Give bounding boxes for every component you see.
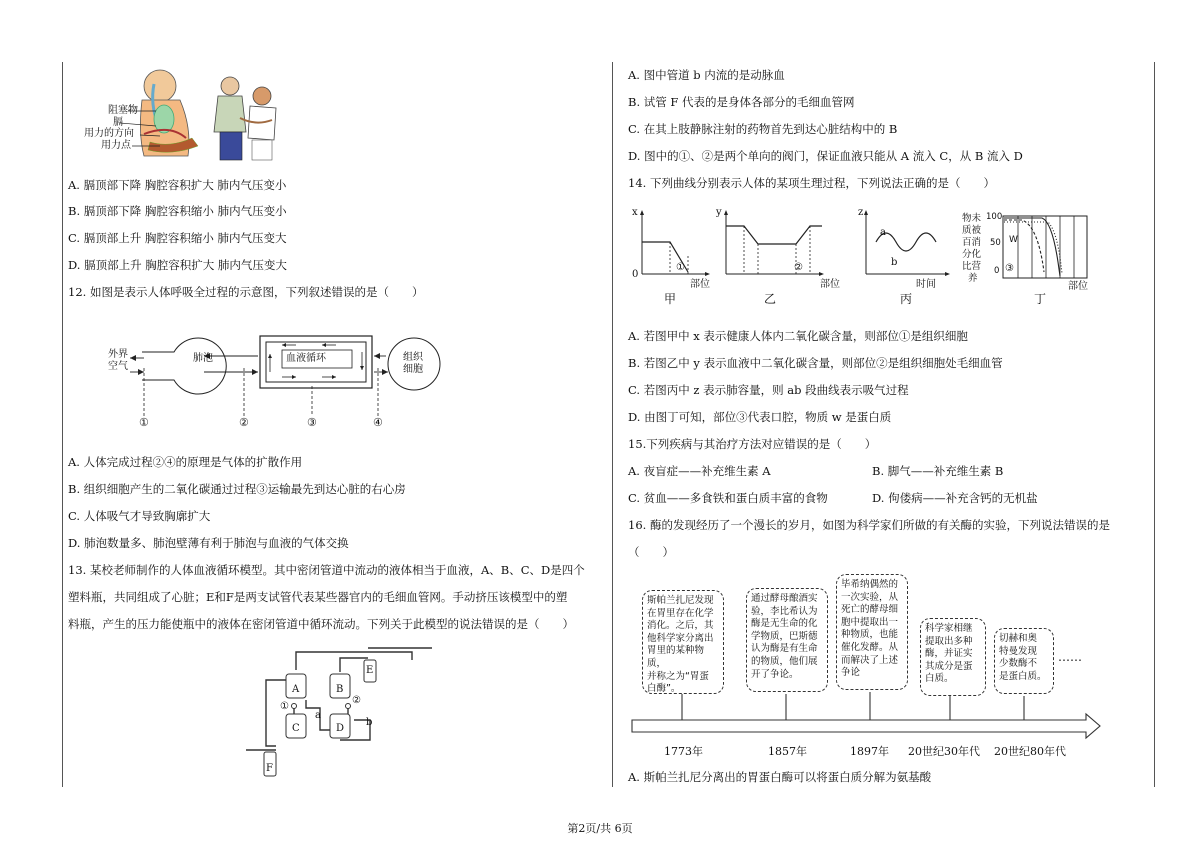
chart-ding-tick-50: 50 [990,238,1001,248]
q13-option-a: A. 图中管道 b 内流的是动脉血 [628,68,785,82]
q13-stem-line-1: 13. 某校老师制作的人体血液循环模型。其中密闭管道中流动的液体相当于血液，A、B、C、D是四个 [68,563,585,577]
q11-option-a: A. 膈顶部下降 胸腔容积扩大 肺内气压变小 [68,178,287,192]
timeline-year-1897: 1897年 [850,745,889,758]
q11-option-d: D. 膈顶部上升 胸腔容积扩大 肺内气压变大 [68,258,287,272]
q16-option-a: A. 斯帕兰扎尼分离出的胃蛋白酶可以将蛋白质分解为氨基酸 [628,770,932,784]
heimlich-label-diaphragm: 膈 [113,117,123,128]
chart-ding-ylabel-6: 养 [968,273,978,284]
outside-air-label-1: 外界 [108,349,128,360]
enzyme-box-1897: 毕希纳偶然的 一次实验，从 死亡的酵母细 胞中提取出一 种物质，也能 催化发酵。从 而解决了上述 争论 [836,574,908,690]
q11-option-b: B. 膈顶部下降 胸腔容积缩小 肺内气压变小 [68,204,287,218]
q13-option-c: C. 在其上肢静脉注射的药物首先到达心脏结构中的 B [628,122,898,136]
chart-bing-b: b [891,257,898,268]
alveoli-label: 肺泡 [193,353,213,364]
chart-jia-x-label: 部位 [690,279,710,290]
q12-stem: 12. 如图是表示人体呼吸全过程的示意图，下列叙述错误的是（ ） [68,285,424,299]
chart-yi-caption: 乙 [764,292,777,306]
marker-4: ④ [373,416,383,429]
q13-stem-line-3: 料瓶，产生的压力能使瓶中的液体在密闭管道中循环流动。下列关于此模型的说法错误的是（ ） [68,617,574,631]
q13-option-b: B. 试管 F 代表的是身体各部分的毛细血管网 [628,95,855,109]
q15-option-c: C. 贫血——多食铁和蛋白质丰富的食物 [628,491,828,505]
q12-option-d: D. 肺泡数量多、肺泡壁薄有利于肺泡与血液的气体交换 [68,536,349,550]
chart-jia-y-label: x [632,207,638,218]
q15-option-d: D. 佝偻病——补充含钙的无机盐 [872,491,1038,505]
enzyme-timeline-arrow [630,690,1102,740]
chart-ding-caption: 丁 [1034,292,1047,306]
q16-stem-line-2: （ ） [628,545,674,559]
chart-yi-x-label: 部位 [820,279,840,290]
q15-stem: 15.下列疾病与其治疗方法对应错误的是（ ） [628,437,877,451]
model-label-tube-a: a [315,710,321,721]
q14-option-b: B. 若图乙中 y 表示血液中二氧化碳含量，则部位②是组织细胞处毛细血管 [628,356,1003,370]
q14-option-c: C. 若图丙中 z 表示肺容量，则 ab 段曲线表示吸气过程 [628,383,909,397]
timeline-year-1773: 1773年 [664,745,703,758]
q15-option-a: A. 夜盲症——补充维生素 A [628,464,771,478]
q14-option-d: D. 由图丁可知，部位③代表口腔，物质 w 是蛋白质 [628,410,892,424]
timeline-ellipsis: …… [1058,650,1082,664]
model-label-b: B [336,684,344,695]
outside-air-label-2: 空气 [108,361,128,372]
enzyme-box-1980s: 切赫和奥 特曼发现 少数酶不 是蛋白质。 [994,628,1054,694]
q14-chart-ding [1002,212,1088,282]
q11-option-c: C. 膈顶部上升 胸腔容积缩小 肺内气压变大 [68,231,287,245]
q13-option-d: D. 图中的①、②是两个单向的阀门，保证血液只能从 A 流入 C，从 B 流入 D [628,149,1023,163]
chart-jia-caption: 甲 [664,292,677,306]
model-label-valve-2: ② [352,695,361,706]
tissue-cell-label-2: 细胞 [403,364,423,375]
model-label-e: E [366,665,374,676]
q12-option-c: C. 人体吸气才导致胸廓扩大 [68,509,211,523]
timeline-year-1930s: 20世纪30年代 [908,745,980,758]
chart-bing-caption: 丙 [900,292,913,306]
chart-ding-ylabel-4: 分化 [962,249,982,260]
chart-yi-y-label: y [716,207,722,218]
enzyme-box-1773: 斯帕兰扎尼发现 在胃里存在化学 消化。之后，其 他科学家分离出 胃里的某种物质， 并称之为“胃蛋 白酶”。 [642,590,724,694]
q14-chart-bing [854,206,950,282]
respiration-diagram [96,328,476,430]
model-label-f: F [266,763,273,774]
heimlich-label-force-direction: 用力的方向 [84,128,134,139]
q14-chart-jia [630,206,710,282]
chart-ding-ylabel-5: 比营 [962,261,982,272]
chart-bing-x-label: 时间 [916,279,936,290]
left-margin-line [62,62,63,787]
chart-ding-ylabel-3: 百消 [962,237,982,248]
q14-stem: 14. 下列曲线分别表示人体的某项生理过程，下列说法正确的是（ ） [628,176,995,190]
q14-chart-yi [714,206,824,282]
enzyme-box-1857: 通过酵母酿酒实 验，李比希认为 酶是无生命的化 学物质，巴斯德 认为酶是有生命 的物质，他们展 开了争论。 [746,588,828,692]
q12-option-a: A. 人体完成过程②④的原理是气体的扩散作用 [68,455,303,469]
circulation-model-diagram [236,640,436,780]
marker-2: ② [239,416,249,429]
q16-stem-line-1: 16. 酶的发现经历了一个漫长的岁月，如图为科学家们所做的有关酶的实验，下列说法错误的是 [628,518,1110,532]
chart-ding-x-label: 部位 [1068,281,1088,292]
q15-option-b: B. 脚气——补充维生素 B [872,464,1004,478]
blood-circulation-label: 血液循环 [286,353,326,364]
chart-ding-tick-100: 100 [986,212,1003,222]
timeline-year-1857: 1857年 [768,745,807,758]
q13-stem-line-2: 塑料瓶，共同组成了心脏；E和F是两支试管代表某些器官内的毛细血管网。手动挤压该模型中的塑 [68,590,568,604]
chart-ding-w: W [1009,235,1018,245]
model-label-tube-b: b [366,717,373,728]
heimlich-label-blockage: 阻塞物 [108,105,138,116]
right-margin-line [1154,62,1155,787]
chart-jia-marker: ① [676,262,685,273]
chart-ding-marker: ③ [1005,263,1014,274]
timeline-year-1980s: 20世纪80年代 [994,745,1066,758]
chart-ding-tick-0: 0 [994,266,1000,276]
enzyme-box-1930s: 科学家相继 提取出多种 酶，并证实 其成分是蛋 白质。 [920,618,986,696]
chart-ding-ylabel-1: 物未 [962,213,982,224]
heimlich-label-force-point: 用力点 [101,140,131,151]
marker-3: ③ [307,416,317,429]
marker-1: ① [139,416,149,429]
q14-option-a: A. 若图甲中 x 表示健康人体内二氧化碳含量，则部位①是组织细胞 [628,329,968,343]
chart-bing-a: a [880,227,886,238]
model-label-c: C [292,723,300,734]
model-label-a: A [292,684,300,695]
chart-bing-y-label: z [858,207,864,218]
model-label-valve-1: ① [280,701,289,712]
center-divider-line [612,62,613,787]
chart-jia-origin: 0 [632,269,639,280]
model-label-d: D [336,723,345,734]
chart-ding-ylabel-2: 质被 [962,225,982,236]
chart-yi-marker: ② [794,262,803,273]
q12-option-b: B. 组织细胞产生的二氧化碳通过过程③运输最先到达心脏的右心房 [68,482,406,496]
tissue-cell-label-1: 组织 [403,352,423,363]
page-footer: 第2页/共 6页 [567,822,633,835]
